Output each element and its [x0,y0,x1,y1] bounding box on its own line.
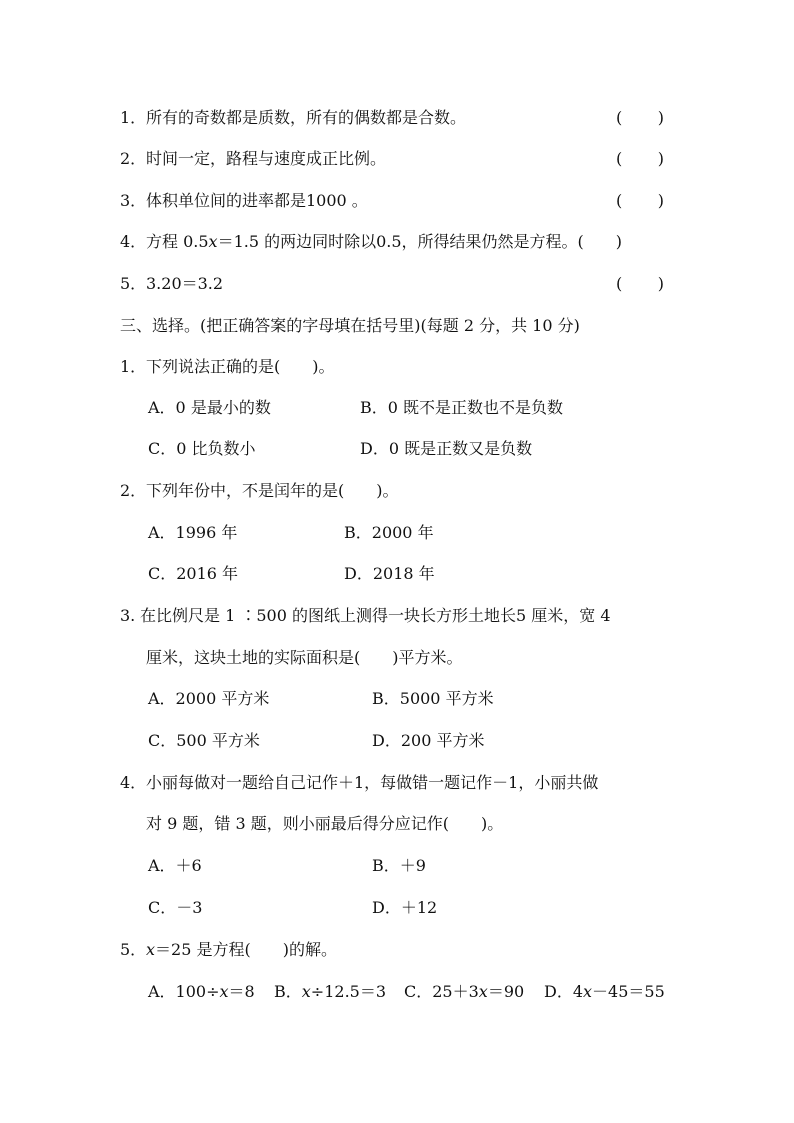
question-number: 3. [120,606,136,625]
option-c[interactable]: C．25＋3x＝90 [404,982,525,1001]
answer-parentheses[interactable]: ( ) [616,108,664,127]
item-number: 5． [120,274,147,293]
question-stem: 在比例尺是 1 ∶500 的图纸上测得一块长方形土地长5 厘米，宽 4 [140,606,611,625]
option-d[interactable]: D．2018 年 [344,564,435,583]
question-number: 4． [120,773,147,792]
item-number: 2． [120,149,147,168]
section-heading: 三、选择。(把正确答案的字母填在括号里)(每题 2 分，共 10 分) [120,316,580,335]
option-b[interactable]: B．0 既不是正数也不是负数 [360,398,564,417]
item-number: 3． [120,191,147,210]
option-d[interactable]: D．0 既是正数又是负数 [360,439,533,458]
option-c[interactable]: C．0 比负数小 [148,439,256,458]
option-d[interactable]: D．200 平方米 [372,731,485,750]
answer-parentheses[interactable]: ( ) [616,191,664,210]
question-stem: x＝25 是方程( )的解。 [146,940,337,959]
answer-parentheses[interactable]: ( ) [616,274,664,293]
option-a[interactable]: A．100÷x＝8 [148,982,255,1001]
item-text: 时间一定，路程与速度成正比例。 [146,149,387,168]
answer-parentheses[interactable]: ( ) [616,149,664,168]
item-text: 体积单位间的进率都是1000 。 [146,191,368,210]
question-number: 2． [120,481,147,500]
option-d[interactable]: D．＋12 [372,898,438,917]
option-c[interactable]: C．500 平方米 [148,731,260,750]
option-b[interactable]: B．＋9 [372,856,426,875]
question-stem: 下列说法正确的是( )。 [146,357,335,376]
option-d[interactable]: D．4x－45＝55 [544,982,665,1001]
option-b[interactable]: B．5000 平方米 [372,689,494,708]
item-text: 3.20＝3.2 [146,274,224,293]
option-a[interactable]: A．0 是最小的数 [148,398,271,417]
option-c[interactable]: C．2016 年 [148,564,239,583]
option-a[interactable]: A．1996 年 [148,523,238,542]
option-b[interactable]: B．2000 年 [344,523,434,542]
option-c[interactable]: C．－3 [148,898,203,917]
item-number: 1． [120,108,147,127]
question-number: 5． [120,940,147,959]
item-number: 4． [120,232,147,251]
question-number: 1． [120,357,147,376]
question-stem: 下列年份中，不是闰年的是( )。 [146,481,399,500]
option-a[interactable]: A．2000 平方米 [148,689,270,708]
option-b[interactable]: B．x÷12.5＝3 [274,982,387,1001]
item-text: 所有的奇数都是质数，所有的偶数都是合数。 [146,108,467,127]
option-a[interactable]: A．＋6 [148,856,202,875]
question-stem: 小丽每做对一题给自己记作＋1，每做错一题记作－1，小丽共做 [146,773,599,792]
item-text: 方程 0.5x＝1.5 的两边同时除以0.5，所得结果仍然是方程。( ) [146,232,623,251]
